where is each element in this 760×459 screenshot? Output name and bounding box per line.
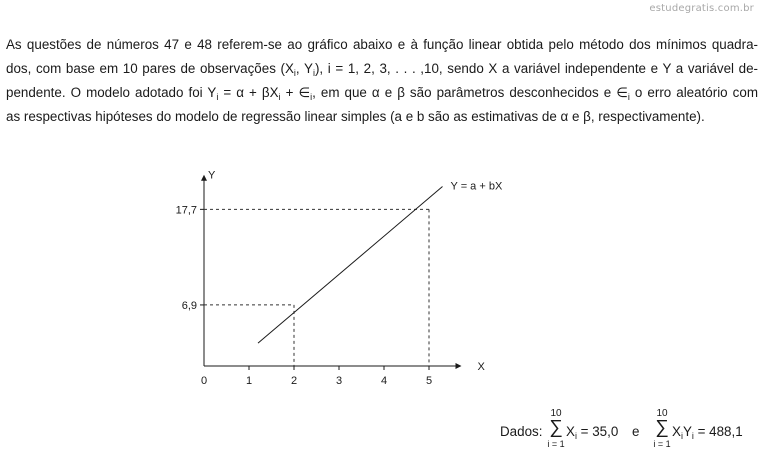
sum2-expression: $X_iY_i = 488,1$ <box>672 424 743 441</box>
paragraph-line-2: dos, com base em 10 pares de observações ($X_i$, $Y_i$), i = 1, 2, 3, . . . ,10, sendo X a variável independente e Y a variável de- <box>6 61 758 78</box>
x-axis-arrow <box>456 363 462 369</box>
x-ticks <box>246 366 432 387</box>
y-axis-arrow <box>201 175 207 181</box>
y-axis-label: Y <box>208 169 216 182</box>
x-axis-label: X <box>477 361 485 373</box>
paragraph-line-3: pendente. O modelo adotado foi $Y_i = \alpha + \beta X_i$ + $\in_i$, em que α e β são parâmetros desconhecidos e $\in_i$ o erro aleatório com <box>6 85 758 102</box>
paragraph-line-4: as respectivas hipóteses do modelo de regressão linear simples (a e b são as estimativas de α e β, respectivamente). <box>6 109 705 124</box>
x-tick-label: 5 <box>426 375 433 387</box>
paragraph-line-1: As questões de números 47 e 48 referem-se ao gráfico abaixo e à função linear obtida pelo método dos mínimos quadra- <box>6 37 758 52</box>
x-tick-label: 2 <box>291 375 298 387</box>
regression-line <box>258 187 443 344</box>
dashed-guides <box>204 209 429 366</box>
sigma-icon: ∑ <box>549 417 563 438</box>
sum1-expression: $X_i = 35,0$ <box>566 424 619 441</box>
watermark: estudegratis.com.br <box>649 3 754 14</box>
x-tick-label: 4 <box>381 375 388 387</box>
origin-label: 0 <box>201 375 208 387</box>
y-ticks <box>176 204 204 312</box>
y-tick-label: 6,9 <box>181 299 197 312</box>
sum1-lower-limit: i = 1 <box>547 439 565 449</box>
x-tick-label: 1 <box>246 375 253 387</box>
dados-label: Dados: <box>500 424 543 439</box>
conjunction: e <box>632 424 640 439</box>
regression-line-label: Y = a + bX <box>450 180 503 193</box>
sum2-lower-limit: i = 1 <box>653 439 671 449</box>
y-tick-label: 17,7 <box>175 204 197 217</box>
sum2-upper-limit: 10 <box>656 408 668 419</box>
sum1-upper-limit: 10 <box>550 408 562 419</box>
sigma-icon: ∑ <box>655 417 669 438</box>
x-tick-label: 3 <box>336 375 343 387</box>
